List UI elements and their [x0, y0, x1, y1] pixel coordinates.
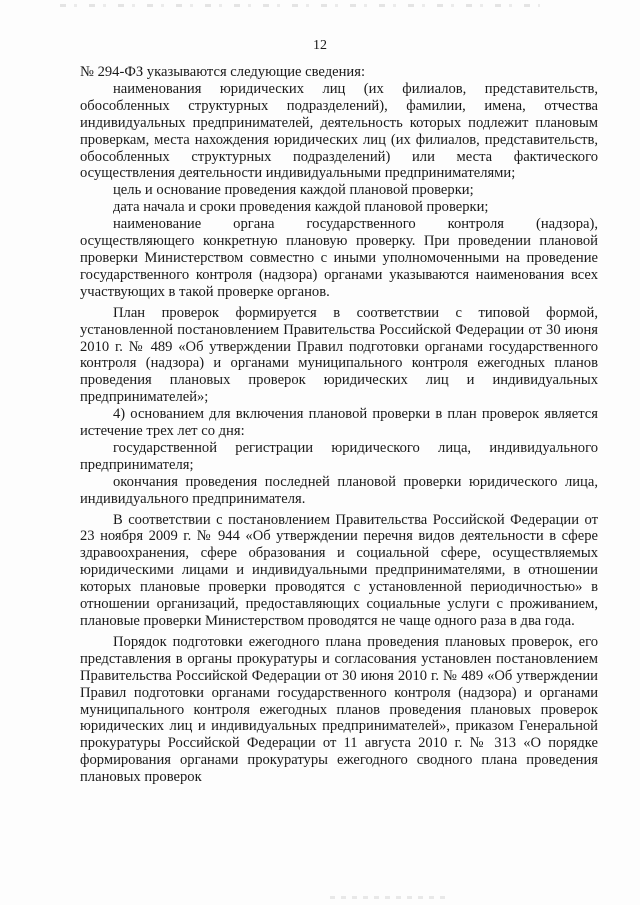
paragraph-4: дата начала и сроки проведения каждой плановой проверки; — [113, 199, 489, 216]
paragraph-1: № 294-ФЗ указываются следующие сведения: — [80, 64, 366, 80]
paragraph-9: окончания проведения последней плановой проверки юридического лица, индивидуального предпринимателя. — [80, 473, 598, 507]
page-number: 12 — [313, 38, 327, 53]
paragraph-2: наименования юридических лиц (их филиалов, представительств, обособленных структурных подразделений), фамилии, имена, отчества индивидуальных предпринимателей, деятельность которых подлежит плановым проверкам, места нахождения юридических лиц (их филиалов, представительств, обособленных структурных подразделений) или места фактического осуществления деятельности индивидуальными предпринимателями; — [80, 80, 598, 182]
paragraph-3: цель и основание проведения каждой плановой проверки; — [113, 182, 474, 199]
paragraph-6: План проверок формируется в соответствии с типовой формой, установленной постановлением Правительства Российской Федерации от 30 июня 2010 г. № 489 «Об утверждении Правил подготовки органами государственного контроля (надзора) и органами муниципального контроля ежегодных планов проведения плановых проверок юридических лиц и индивидуальных предпринимателей»; — [80, 304, 598, 406]
paragraph-10: В соответствии с постановлением Правительства Российской Федерации от 23 ноября 2009 г. № 944 «Об утверждении перечня видов деятельности в сфере здравоохранения, сфере образования и социальной сфере, осуществляемых юридическими лицами и индивидуальными предпринимателями, в отношении которых плановые проверки проводятся с установленной периодичностью» в отношении организаций, предоставляющих социальные услуги с проживанием, плановые проверки Министерством проводятся не чаще одного раза в два года. — [80, 511, 598, 629]
paragraph-5: наименование органа государственного контроля (надзора), осуществляющего конкретную плановую проверку. При проведении плановой проверки Министерством совместно с иными уполномоченными на проведение государственного контроля (надзора) органами указываются наименования всех участвующих в такой проверке органов. — [80, 216, 598, 300]
document-body — [80, 64, 598, 786]
paragraph-11: Порядок подготовки ежегодного плана проведения плановых проверок, его представления в органы прокуратуры и согласования установлен постановлением Правительства Российской Федерации от 30 июня 2010 г. № 489 «Об утверждении Правил подготовки органами государственного контроля (надзора) и органами муниципального контроля ежегодных планов проведения плановых проверок юридических лиц и индивидуальных предпринимателей», приказом Генеральной прокуратуры Российской Федерации от 11 августа 2010 г. № 313 «О порядке формирования органами прокуратуры ежегодного сводного плана проведения плановых проверок — [80, 633, 598, 786]
scan-artifact-top — [60, 4, 540, 7]
paragraph-7: 4) основанием для включения плановой проверки в план проверок является истечение трех лет со дня: — [80, 406, 598, 440]
paragraph-8: государственной регистрации юридического лица, индивидуального предпринимателя; — [80, 439, 598, 473]
scan-artifact-bottom — [330, 896, 450, 899]
